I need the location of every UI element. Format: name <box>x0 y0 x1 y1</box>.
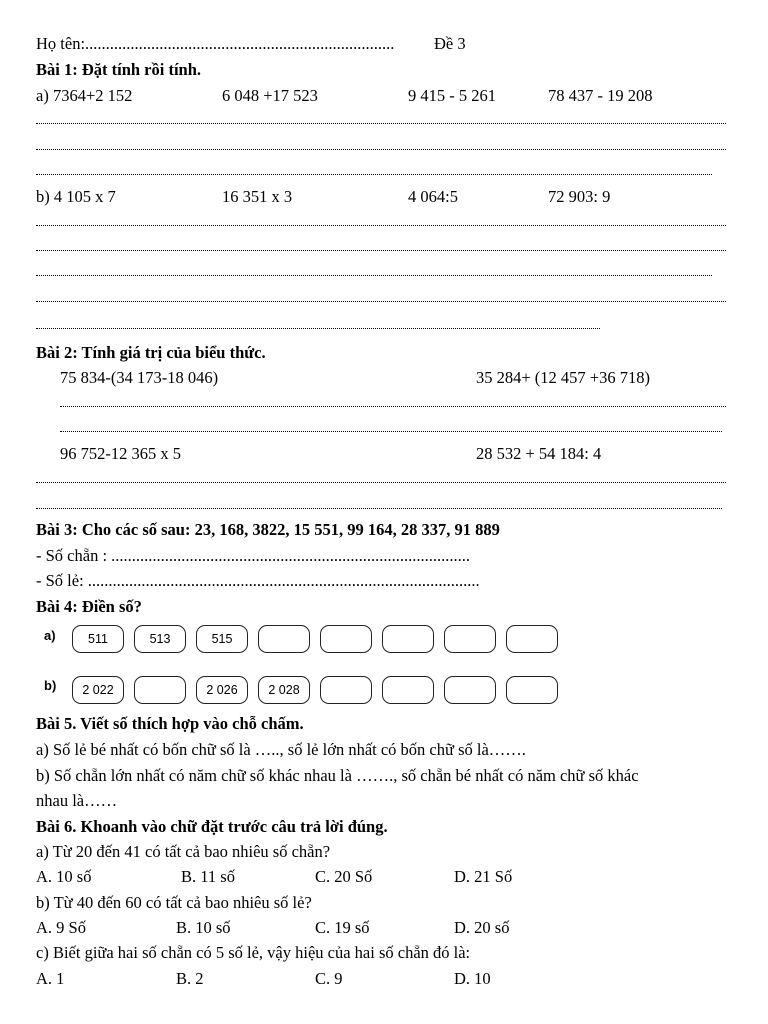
answer-line <box>60 431 722 432</box>
number-box[interactable] <box>444 625 496 653</box>
bai1-b-expr-4: 72 903: 9 <box>548 187 611 206</box>
option-a[interactable]: A. 10 số <box>36 867 92 886</box>
bai3-title: Bài 3: Cho các số sau: 23, 168, 3822, 15 551, 99 164, 28 337, 91 889 <box>36 520 500 539</box>
option-b[interactable]: B. 10 số <box>176 918 231 937</box>
number-box[interactable] <box>320 676 372 704</box>
number-box[interactable]: 2 026 <box>196 676 248 704</box>
bai1-a-expr-3: 9 415 - 5 261 <box>408 86 496 105</box>
answer-line <box>36 149 726 150</box>
number-box[interactable]: 513 <box>134 625 186 653</box>
answer-line <box>36 225 726 226</box>
bai5-a: a) Số lẻ bé nhất có bốn chữ số là ….., số lẻ lớn nhất có bốn chữ số là……. <box>36 740 526 759</box>
number-box[interactable]: 511 <box>72 625 124 653</box>
option-b[interactable]: B. 2 <box>176 969 204 988</box>
answer-line <box>36 275 712 276</box>
exam-number: Đề 3 <box>434 34 466 53</box>
answer-line <box>36 174 712 175</box>
number-box[interactable] <box>444 676 496 704</box>
option-a[interactable]: A. 1 <box>36 969 65 988</box>
bai4-title: Bài 4: Điền số? <box>36 597 142 616</box>
bai5-b-line1: b) Số chẵn lớn nhất có năm chữ số khác nhau là ……., số chẵn bé nhất có năm chữ số khác <box>36 766 639 785</box>
number-box[interactable]: 2 022 <box>72 676 124 704</box>
bai1-b-expr-2: 16 351 x 3 <box>222 187 293 206</box>
number-box[interactable] <box>382 676 434 704</box>
answer-line <box>60 406 726 407</box>
option-d[interactable]: D. 21 Số <box>454 867 513 886</box>
name-line: Họ tên:........................................................................... <box>36 34 395 53</box>
number-box[interactable] <box>320 625 372 653</box>
option-d[interactable]: D. 10 <box>454 969 491 988</box>
row-a-label: a) <box>44 628 56 643</box>
option-c[interactable]: C. 19 số <box>315 918 370 937</box>
row-b-label: b) <box>44 678 57 693</box>
bai5-b-line2: nhau là…… <box>36 791 118 810</box>
number-sequence-b <box>72 676 560 706</box>
bai6-question-a: a) Từ 20 đến 41 có tất cả bao nhiêu số chẵn? <box>36 842 331 861</box>
number-box[interactable] <box>382 625 434 653</box>
bai2-expr-4: 28 532 + 54 184: 4 <box>476 444 602 463</box>
bai5-title: Bài 5. Viết số thích hợp vào chỗ chấm. <box>36 714 304 733</box>
option-c[interactable]: C. 9 <box>315 969 343 988</box>
bai2-expr-3: 96 752-12 365 x 5 <box>60 444 181 463</box>
bai1-b-expr-3: 4 064:5 <box>408 187 458 206</box>
bai1-title: Bài 1: Đặt tính rồi tính. <box>36 60 202 79</box>
number-box[interactable] <box>506 676 558 704</box>
bai1-a-expr-1: a) 7364+2 152 <box>36 86 133 105</box>
answer-line <box>36 123 726 124</box>
bai3-even-line: - Số chẵn : ....................................................................................... <box>36 546 471 565</box>
bai6-question-b: b) Từ 40 đến 60 có tất cả bao nhiêu số lẻ? <box>36 893 312 912</box>
answer-line <box>36 250 726 251</box>
number-box[interactable]: 515 <box>196 625 248 653</box>
bai1-b-expr-1: b) 4 105 x 7 <box>36 187 116 206</box>
bai1-a-expr-4: 78 437 - 19 208 <box>548 86 653 105</box>
number-box[interactable] <box>506 625 558 653</box>
number-box[interactable] <box>134 676 186 704</box>
option-b[interactable]: B. 11 số <box>181 867 235 886</box>
option-c[interactable]: C. 20 Số <box>315 867 373 886</box>
option-a[interactable]: A. 9 Số <box>36 918 86 937</box>
number-box[interactable] <box>258 625 310 653</box>
bai6-title: Bài 6. Khoanh vào chữ đặt trước câu trả lời đúng. <box>36 817 388 836</box>
bai2-expr-1: 75 834-(34 173-18 046) <box>60 368 219 387</box>
bai1-a-expr-2: 6 048 +17 523 <box>222 86 318 105</box>
number-sequence-a <box>72 625 560 655</box>
bai2-title: Bài 2: Tính giá trị của biểu thức. <box>36 343 266 362</box>
answer-line <box>36 508 722 509</box>
bai3-odd-line: - Số lẻ: ............................................................................................... <box>36 571 480 590</box>
answer-line <box>36 482 726 483</box>
answer-line <box>36 328 600 329</box>
answer-line <box>36 301 726 302</box>
bai6-question-c: c) Biết giữa hai số chẵn có 5 số lẻ, vậy hiệu của hai số chẵn đó là: <box>36 943 471 962</box>
number-box[interactable]: 2 028 <box>258 676 310 704</box>
option-d[interactable]: D. 20 số <box>454 918 510 937</box>
bai2-expr-2: 35 284+ (12 457 +36 718) <box>476 368 650 387</box>
